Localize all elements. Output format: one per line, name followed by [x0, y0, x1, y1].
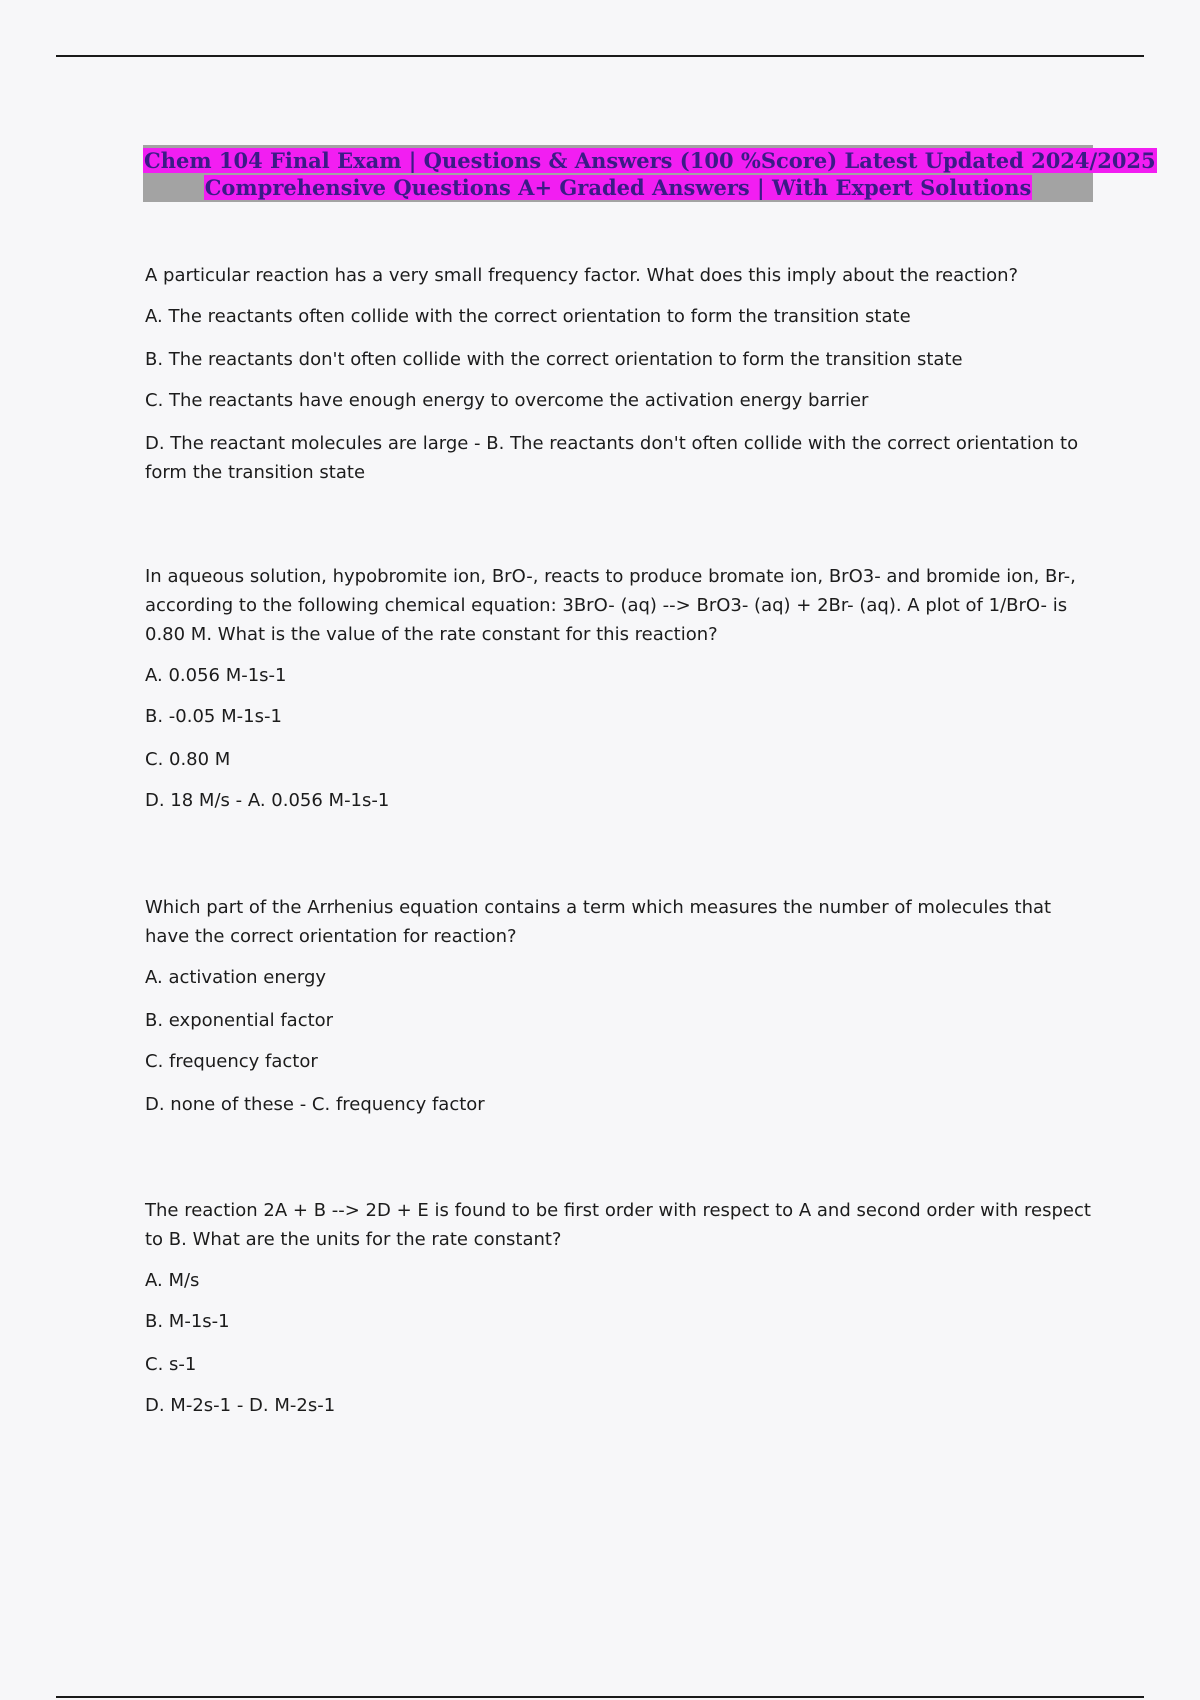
question-1-option-d: D. The reactant molecules are large - B. The reactants don't often collide with the correct orientation to form the transition state: [145, 433, 1079, 483]
question-2-option-d: D. 18 M/s - A. 0.056 M-1s-1: [145, 790, 390, 811]
question-1: [145, 261, 1095, 483]
question-4-option-d: D. M-2s-1 - D. M-2s-1: [145, 1395, 336, 1416]
question-4-stem: The reaction 2A + B --> 2D + E is found to be first order with respect to A and second order with respect to B. What are the units for the rate constant?: [145, 1200, 1091, 1250]
question-2-option-b: B. -0.05 M-1s-1: [145, 706, 282, 727]
document-title-line-2: Comprehensive Questions A+ Graded Answers | With Expert Solutions: [204, 175, 1032, 200]
question-2: [145, 562, 1095, 811]
question-3-option-c: C. frequency factor: [145, 1051, 318, 1072]
top-rule: [56, 55, 1144, 57]
question-4-option-b: B. M-1s-1: [145, 1311, 230, 1332]
question-3-stem: Which part of the Arrhenius equation contains a term which measures the number of molecules that have the correct orientation for reaction?: [145, 897, 1052, 947]
question-4: [145, 1196, 1095, 1416]
question-3-option-d: D. none of these - C. frequency factor: [145, 1094, 485, 1115]
document-title-banner: [143, 145, 1156, 202]
question-1-option-c: C. The reactants have enough energy to overcome the activation energy barrier: [145, 390, 869, 411]
question-2-option-c: C. 0.80 M: [145, 749, 231, 770]
question-3-option-b: B. exponential factor: [145, 1010, 334, 1031]
question-2-option-a: A. 0.056 M-1s-1: [145, 665, 287, 686]
question-1-option-b: B. The reactants don't often collide with the correct orientation to form the transition state: [145, 349, 963, 370]
question-2-stem: In aqueous solution, hypobromite ion, BrO-, reacts to produce bromate ion, BrO3- and bromide ion, Br-, according to the following chemical equation: 3BrO- (aq) --> BrO3- (aq) + 2Br- (aq). A plot of 1/BrO- is 0.80 M. What is the value of the rate constant for this reaction?: [145, 566, 1076, 645]
question-1-option-a: A. The reactants often collide with the correct orientation to form the transition state: [145, 306, 911, 327]
question-3-option-a: A. activation energy: [145, 967, 327, 988]
question-4-option-c: C. s-1: [145, 1354, 197, 1375]
question-1-stem: A particular reaction has a very small frequency factor. What does this imply about the reaction?: [145, 265, 1019, 286]
bottom-rule: [56, 1696, 1144, 1698]
document-title-line-1: Chem 104 Final Exam | Questions & Answers (100 %Score) Latest Updated 2024/2025: [144, 148, 1156, 173]
question-4-option-a: A. M/s: [145, 1270, 200, 1291]
question-3: [145, 893, 1095, 1115]
